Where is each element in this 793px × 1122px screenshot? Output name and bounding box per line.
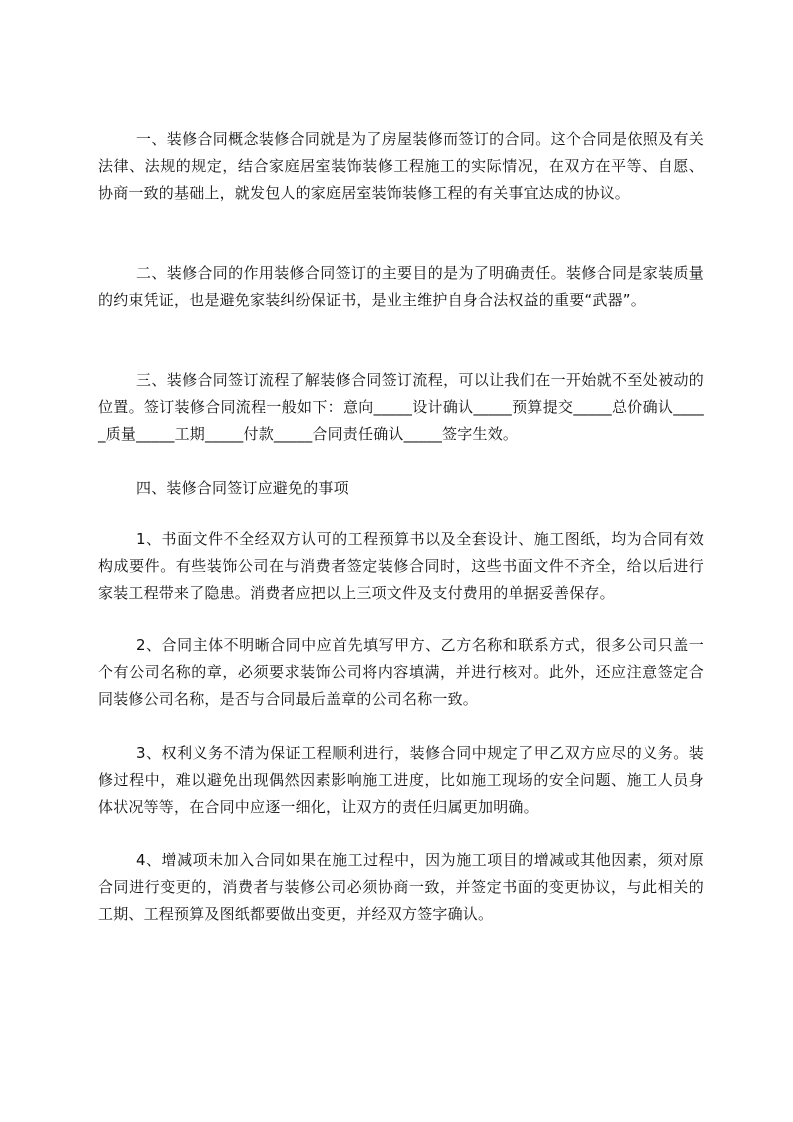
paragraph-item-1: 1、书面文件不全经双方认可的工程预算书以及全套设计、施工图纸，均为合同有效构成要件。有些装饰公司在与消费者签定装修合同时，这些书面文件不齐全，给以后进行家装工程带来了隐患。消费者应把以上三项文件及支付费用的单据妥善保存。 [98,530,704,602]
paragraph-item-4: 4、增减项未加入合同如果在施工过程中，因为施工项目的增减或其他因素，须对原合同进行变更的，消费者与装修公司必须协商一致，并签定书面的变更协议，与此相关的工期、工程预算及图纸都要做出变更，并经双方签字确认。 [98,851,704,923]
paragraph-contract-purpose: 二、装修合同的作用装修合同签订的主要目的是为了明确责任。装修合同是家装质量的约束凭证，也是避免家装纠纷保证书，是业主维护自身合法权益的重要“武器”。 [98,264,704,309]
paragraph-contract-concept: 一、装修合同概念装修合同就是为了房屋装修而签订的合同。这个合同是依照及有关法律、法规的规定，结合家庭居室装饰装修工程施工的实际情况，在双方在平等、自愿、协商一致的基础上，就发包人的家庭居室装饰装修工程的有关事宜达成的协议。 [98,130,704,202]
paragraph-items-to-avoid-heading: 四、装修合同签订应避免的事项 [136,479,349,497]
paragraph-signing-process: 三、装修合同签订流程了解装修合同签订流程，可以让我们在一开始就不至处被动的位置。签订装修合同流程一般如下：意向_____设计确认_____预算提交_____总价确认_____质量_____工期_____付款_____合同责任确认_____签字生效。 [98,371,704,443]
paragraph-item-2: 2、合同主体不明晰合同中应首先填写甲方、乙方名称和联系方式，很多公司只盖一个有公司名称的章，必须要求装饰公司将内容填满，并进行核对。此外，还应注意签定合同装修公司名称，是否与合同最后盖章的公司名称一致。 [98,636,704,708]
paragraph-item-3: 3、权利义务不清为保证工程顺利进行，装修合同中规定了甲乙双方应尽的义务。装修过程中，难以避免出现偶然因素影响施工进度，比如施工现场的安全问题、施工人员身体状况等等，在合同中应逐一细化，让双方的责任归属更加明确。 [98,744,704,816]
